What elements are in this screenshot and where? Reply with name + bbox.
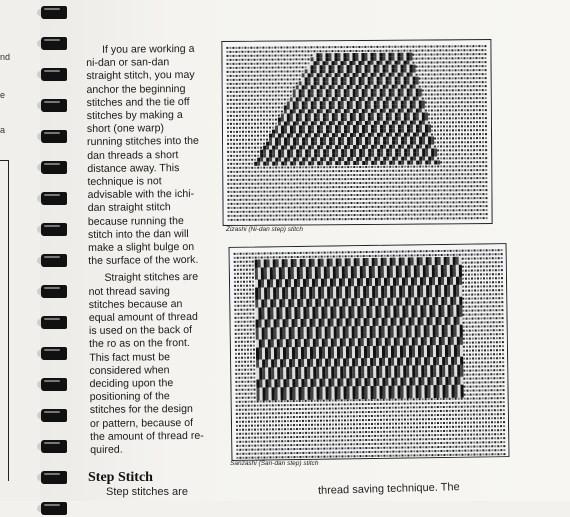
binding-coil: [35, 35, 73, 52]
left-page-fragment: nd: [0, 52, 11, 62]
paragraph: If you are working a ni-dan or san-dan straight stitch, you may anchor the beginning stitches and the tie off stitches by making a short (one warp) running stitches into the dan threads a short distance away. This technique is not advisable with the ichi- dan straight stitch because running the stitch into the dan will make a slight bulge on the surface of the work.: [86, 42, 199, 268]
left-page-frame: [0, 160, 9, 481]
binding-coil: [35, 469, 73, 486]
spiral-binding: [35, 0, 73, 501]
section-text: Step stitches are: [106, 486, 188, 498]
figure-caption: Zizashi (Ni-dan step) stitch: [226, 226, 303, 233]
binding-coil: [35, 283, 73, 300]
figure-caption: Sanzashi (San-dan step) stitch: [230, 460, 319, 467]
figure-sanzashi: [229, 243, 510, 461]
binding-coil: [35, 438, 73, 455]
left-page-fragment: a: [0, 125, 6, 135]
left-page-fragment: e: [0, 90, 6, 100]
binding-coil: [35, 407, 73, 424]
binding-coil: [35, 190, 73, 207]
section-text-continued: thread saving technique. The: [317, 481, 460, 497]
binding-coil: [35, 221, 73, 238]
binding-coil: [35, 4, 73, 21]
stitch-pattern-image: [222, 40, 491, 225]
binding-coil: [35, 128, 73, 145]
binding-coil: [35, 345, 73, 362]
left-page-edge: [0, 0, 40, 501]
section-heading: Step Stitch: [88, 470, 153, 485]
body-text: [86, 43, 216, 462]
binding-coil: [35, 376, 73, 393]
binding-coil: [35, 252, 73, 269]
binding-coil: [35, 97, 73, 114]
binding-coil: [35, 159, 73, 176]
figure-zizashi: [221, 39, 492, 226]
binding-coil: [35, 314, 73, 331]
binding-coil: [35, 500, 73, 517]
stitch-pattern-image: [230, 244, 509, 460]
paragraph: Straight stitches are not thread saving stitches because an equal amount of thread is used on the back of the ro as on the front. This fact must be considered when deciding upon the positioning of the stitches for the design or pattern, because of the amount of thread re- quired.: [88, 271, 204, 457]
binding-coil: [35, 66, 73, 83]
